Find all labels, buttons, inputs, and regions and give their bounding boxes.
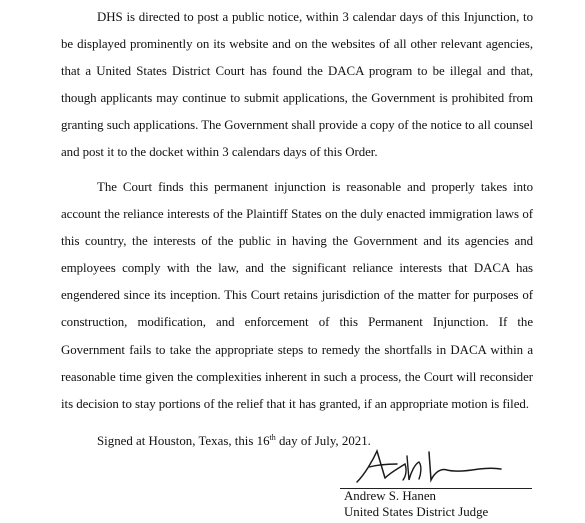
signed-line-prefix: Signed at Houston, Texas, this 16 <box>97 434 270 448</box>
signed-line-suffix: day of July, 2021. <box>275 434 371 448</box>
judge-name: Andrew S. Hanen <box>344 489 437 503</box>
handwritten-signature-icon <box>355 446 505 486</box>
paragraph-dhs-notice: DHS is directed to post a public notice, within 3 calendar days of this Injunction, to be displayed prominently on its website and on the websites of all other relevant agencies, that a United States District Court has found the DACA program to be illegal and that, though applicants may continue to submit applications, the Government is prohibited from granting such applications. The Government shall provide a copy of the notice to all counsel and post it to the docket within 3 calendars days of this Order. <box>61 10 533 160</box>
signed-line-ordinal-suffix: th <box>269 433 276 442</box>
paragraph-court-findings: The Court finds this permanent injunction is reasonable and properly takes into account the reliance interests of the Plaintiff States on the duly enacted immigration laws of this country, the interests of the public in having the Government and its agencies and employees comply with the law, and the significant reliance interests that DACA has engendered since its inception. This Court retains jurisdiction of the matter for purposes of construction, modification, and enforcement of this Permanent Injunction. If the Government fails to take the appropriate steps to remedy the shortfalls in DACA within a reasonable time given the complexities inherent in such a process, the Court will reconsider its decision to stay portions of the relief that it has granted, if an appropriate motion is filed. <box>61 180 533 411</box>
judge-title: United States District Judge <box>344 505 489 519</box>
signed-line <box>97 428 371 455</box>
